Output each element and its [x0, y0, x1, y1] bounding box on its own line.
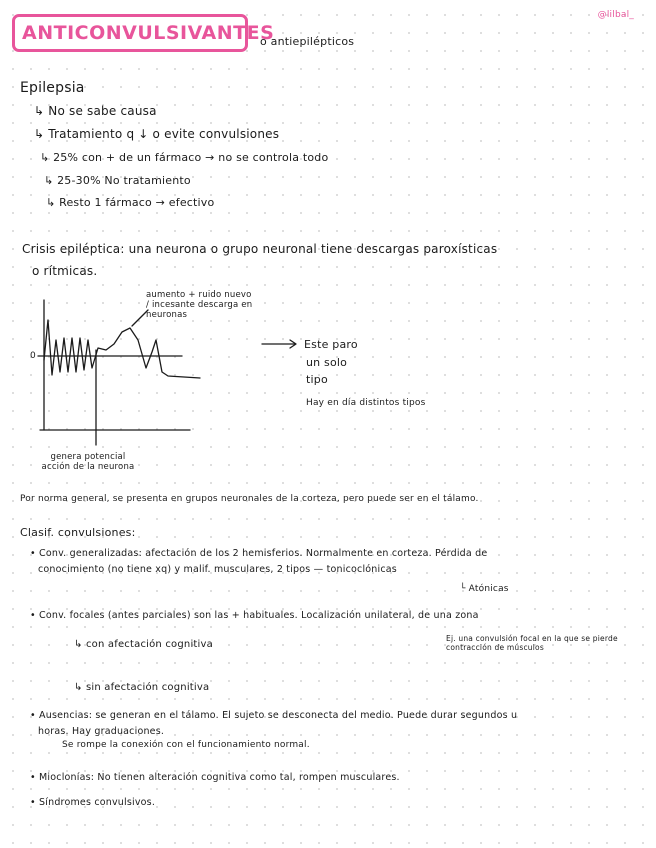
focal-without-cognitive: ↳ sin afectación cognitiva [74, 682, 210, 693]
generalized-text: • Conv. generalizadas: afectación de los 2 hemisferios. Normalmente en corteza. Pérdida de [30, 548, 488, 559]
eeg-annotation-top: aumento + ruido nuevo / incesante descarga en neuronas [146, 290, 253, 320]
absence-text-cont: horas. Hay graduaciones. [38, 726, 165, 737]
eeg-annotation-bottom: genera potencial acción de la neurona [41, 452, 135, 472]
focal-example: Ej. una convulsión focal en la que se pierde contracción de músculos [446, 634, 618, 652]
epilepsy-bullet: ↳ No se sabe causa [34, 104, 157, 118]
section-heading-classification: Clasif. convulsiones: [20, 526, 136, 539]
myoclonic-text: • Mioclonías: No tienen alteración cognitiva como tal, rompen musculares. [30, 772, 400, 783]
side-note-extra: Hay en día distintos tipos [306, 398, 426, 408]
epilepsy-bullet: ↳ Tratamiento q ↓ o evite convulsiones [34, 127, 280, 141]
author-handle: @lilbal_ [597, 10, 634, 20]
crisis-definition-cont: o rítmicas. [32, 264, 98, 278]
section-heading-epilepsy: Epilepsia [20, 80, 85, 96]
focal-text: • Conv. focales (antes parciales) son las + habituales. Localización unilateral, de una zona [30, 610, 479, 621]
eeg-zero-label: 0 [30, 351, 36, 361]
page-title: ANTICONVULSIVANTES [22, 22, 275, 44]
crisis-definition: Crisis epiléptica: una neurona o grupo neuronal tiene descargas paroxísticas [22, 242, 498, 256]
side-note-line: Este paro [304, 338, 358, 351]
syndromes-text: • Síndromes convulsivos. [30, 797, 156, 808]
generalized-text-cont: conocimiento (no tiene xq) y malif. musculares, 2 tipos — tonicoclónicas [38, 564, 397, 575]
epilepsy-bullet: ↳ 25% con + de un fármaco → no se controla todo [40, 151, 329, 164]
absence-text-note: Se rompe la conexión con el funcionamiento normal. [62, 740, 310, 750]
focal-with-cognitive: ↳ con afectación cognitiva [74, 639, 213, 650]
eeg-arrow [262, 340, 296, 348]
side-note-line: tipo [306, 373, 328, 386]
epilepsy-bullet: ↳ Resto 1 fármaco → efectivo [46, 196, 215, 209]
side-note-line: un solo [306, 356, 348, 369]
atonic-label: └ Atónicas [460, 584, 509, 594]
general-note: Por norma general, se presenta en grupos neuronales de la corteza, pero puede ser en el tálamo. [20, 494, 479, 504]
page-subtitle: o antiepilépticos [260, 35, 355, 48]
epilepsy-bullet: ↳ 25-30% No tratamiento [44, 174, 191, 187]
eeg-waveform [44, 320, 200, 378]
absence-text: • Ausencias: se generan en el tálamo. El sujeto se desconecta del medio. Puede durar segundos u [30, 710, 518, 721]
